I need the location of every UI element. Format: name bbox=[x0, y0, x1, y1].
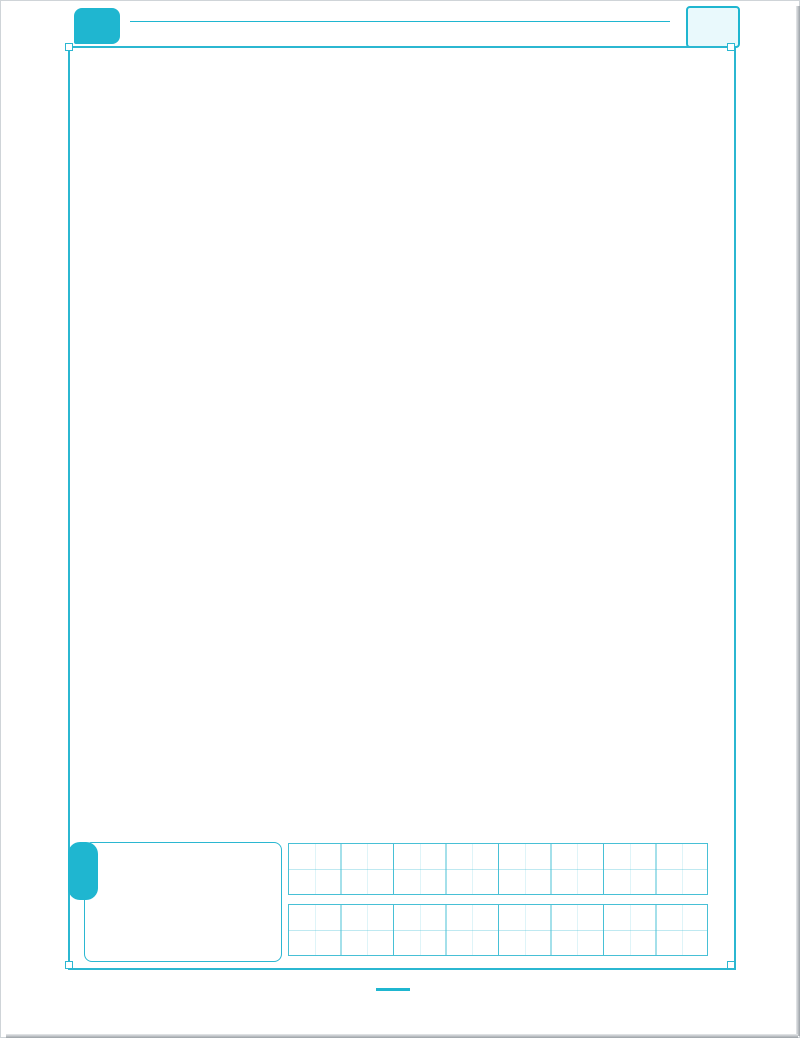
tip-box bbox=[84, 842, 282, 962]
seal-char bbox=[713, 8, 738, 27]
frame-corner bbox=[65, 43, 73, 51]
seal-stamp bbox=[686, 6, 740, 48]
seal-char bbox=[688, 8, 713, 27]
page-shadow-bottom bbox=[6, 1034, 798, 1038]
frame-corner bbox=[727, 43, 735, 51]
practice-row-trace bbox=[288, 904, 708, 956]
frame-corner bbox=[65, 961, 73, 969]
kaishu-logo bbox=[74, 8, 120, 44]
header-divider bbox=[130, 21, 670, 22]
seal-char bbox=[688, 27, 713, 46]
page-number-underline bbox=[376, 988, 410, 991]
tip-badge bbox=[68, 842, 98, 900]
practice-row-model bbox=[288, 843, 708, 895]
writing-frame bbox=[68, 46, 736, 970]
page-shadow-right bbox=[796, 6, 800, 1036]
frame-corner bbox=[727, 961, 735, 969]
